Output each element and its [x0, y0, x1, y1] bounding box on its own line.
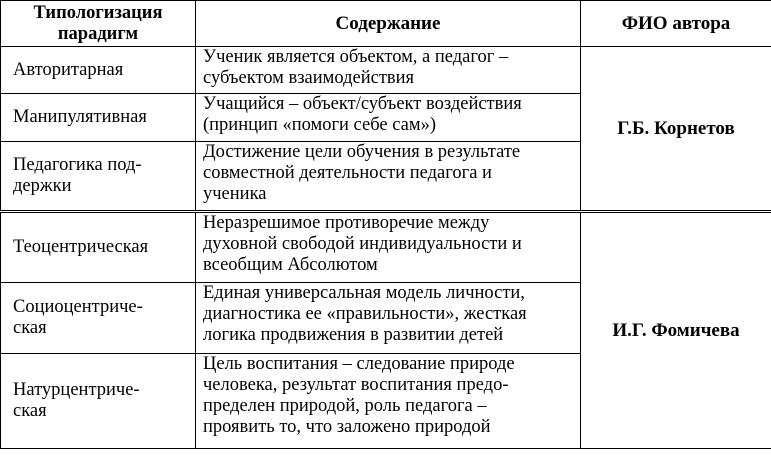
paradigm-name-line: Социоцентриче-: [13, 297, 143, 317]
paradigm-name-cell: [1, 212, 196, 283]
header-typology-line: парадигм: [57, 23, 139, 44]
table-body: [1, 47, 771, 449]
paradigm-content-line: совместной деятельности педагога и: [203, 163, 492, 183]
paradigm-content-cell: [196, 142, 581, 212]
paradigm-content-line: человека, результат воспитания предо-: [203, 375, 509, 395]
header-row: [1, 1, 771, 47]
author-cell: И.Г. Фомичева: [581, 212, 771, 449]
paradigm-content-cell: [196, 47, 581, 94]
header-typology: [1, 1, 196, 47]
paradigm-content-cell: [196, 354, 581, 449]
paradigm-content-line: Достижение цели обучения в результате: [203, 142, 521, 162]
table-row: [1, 47, 771, 94]
paradigm-name-line: Теоцентрическая: [13, 237, 149, 257]
paradigm-name-cell: [1, 283, 196, 354]
paradigm-content-line: всеобщим Абсолютом: [203, 255, 378, 275]
paradigm-content-cell: [196, 283, 581, 354]
paradigm-content-line: проявить то, что заложено природой: [203, 417, 491, 437]
paradigm-content-line: Цель воспитания – следование природе: [203, 354, 515, 374]
header-typology-line: Типологизация: [33, 2, 163, 23]
paradigm-content-line: Учащийся – объект/субъект воздействия: [203, 94, 522, 114]
paradigm-content-line: Ученик является объектом, а педагог –: [203, 47, 509, 67]
paradigm-name-line: ская: [13, 401, 47, 421]
paradigm-content-line: пределен природой, роль педагога –: [203, 396, 487, 416]
paradigm-name-cell: [1, 94, 196, 142]
paradigm-name-line: Авторитарная: [13, 59, 124, 80]
author-cell: Г.Б. Корнетов: [581, 47, 771, 212]
paradigm-name-line: держки: [13, 176, 72, 196]
header-content: Содержание: [196, 1, 581, 47]
paradigm-name-cell: [1, 354, 196, 449]
table-row: [1, 212, 771, 283]
paradigm-content-line: духовной свободой индивидуальности и: [203, 234, 522, 254]
paradigm-content-cell: [196, 212, 581, 283]
paradigm-name-line: Натурцентриче-: [13, 380, 140, 400]
paradigm-content-line: логика продвижения в развитии детей: [203, 325, 504, 345]
paradigm-content-cell: [196, 94, 581, 142]
paradigm-content-line: (принцип «помоги себе сам»): [203, 115, 436, 135]
paradigm-name-line: ская: [13, 318, 47, 338]
table-header: [1, 1, 771, 47]
paradigm-content-line: диагностика ее «правильности», жесткая: [203, 304, 527, 324]
paradigm-content-line: субъектом взаимодействия: [203, 68, 415, 88]
paradigm-name-line: Манипулятивная: [13, 107, 147, 127]
paradigm-name-line: Педагогика под-: [13, 155, 142, 175]
paradigm-content-line: Неразрешимое противоречие между: [203, 213, 490, 233]
paradigm-content-line: ученика: [203, 184, 267, 204]
paradigm-content-line: Единая универсальная модель личности,: [203, 283, 525, 303]
paradigm-name-cell: [1, 142, 196, 212]
header-author: ФИО автора: [581, 1, 771, 47]
paradigm-name-cell: [1, 47, 196, 94]
